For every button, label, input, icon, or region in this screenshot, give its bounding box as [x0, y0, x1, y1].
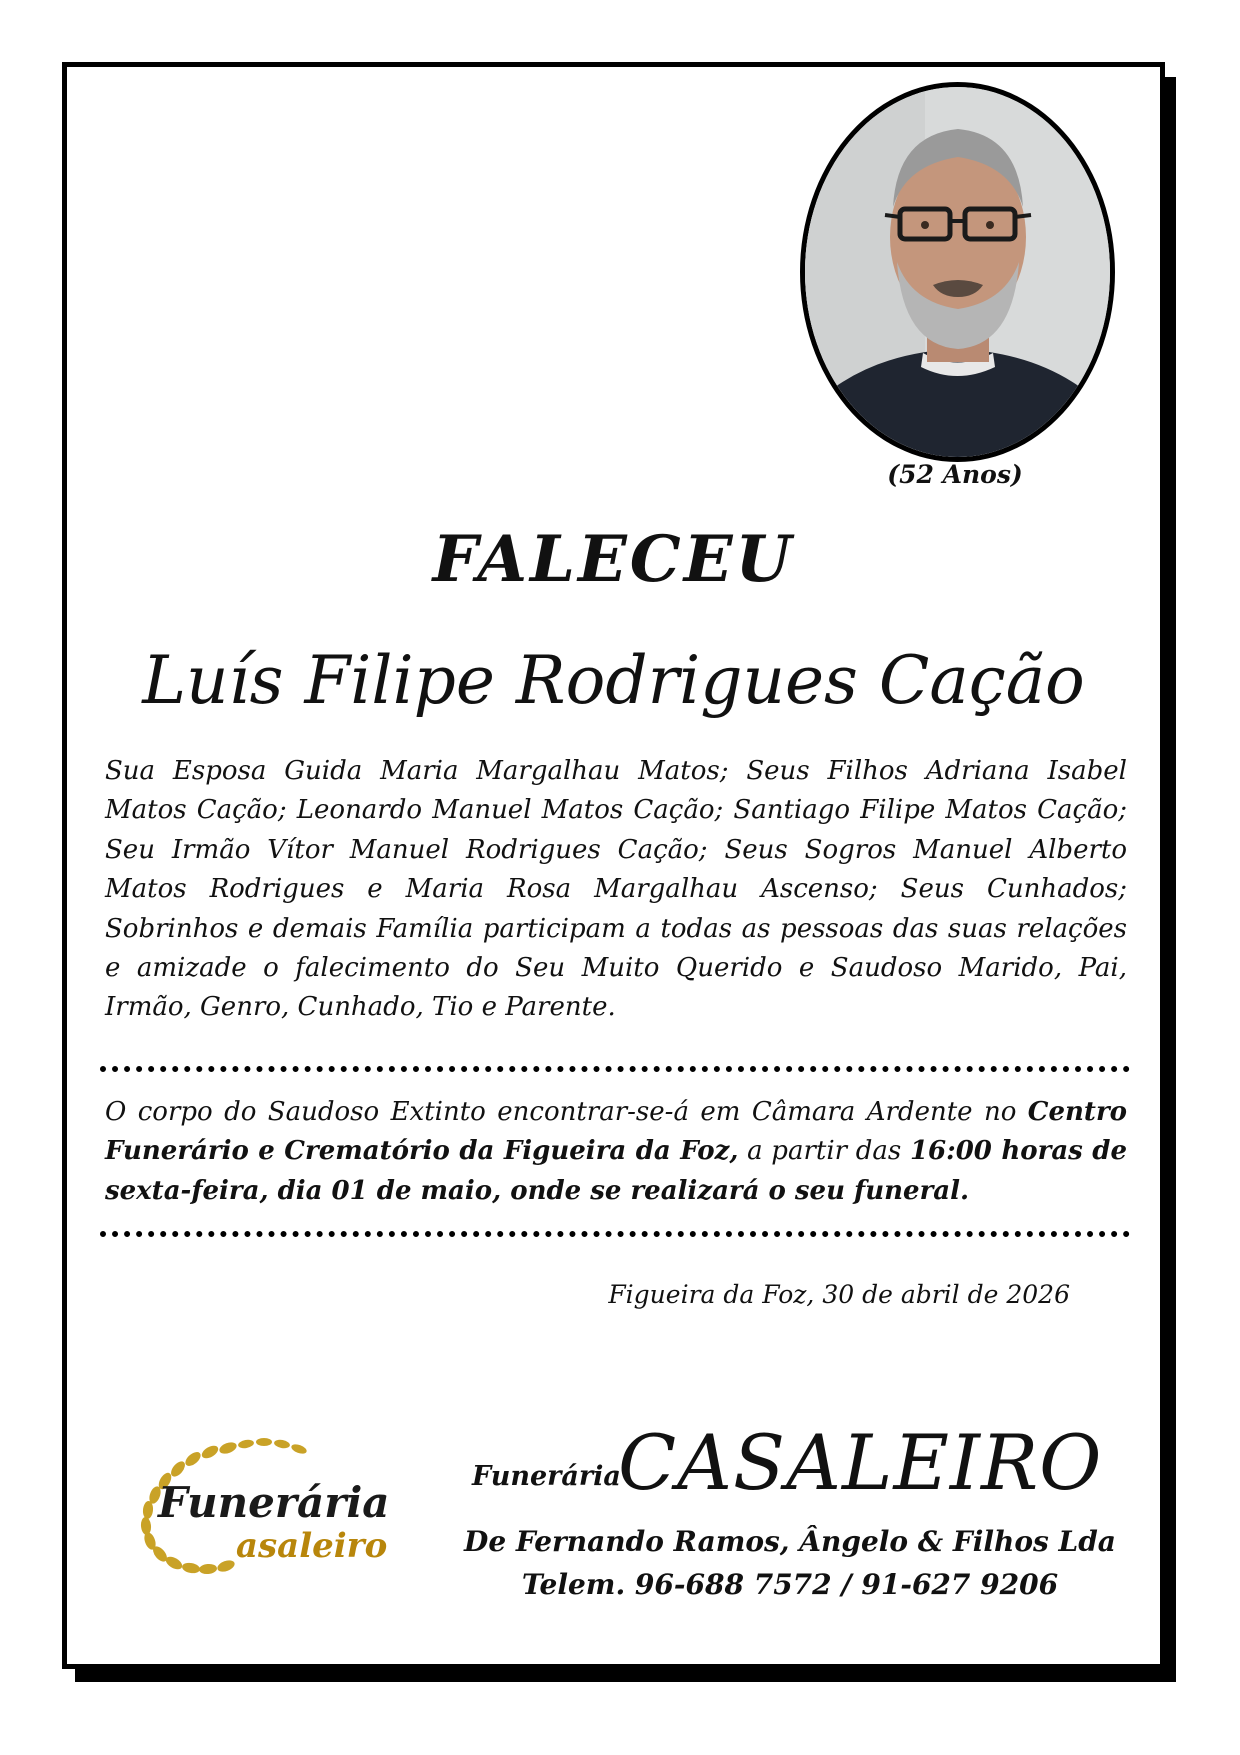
funeral-middle: a partir das	[738, 1136, 910, 1167]
portrait-photo	[800, 82, 1115, 462]
brand-name: CASALEIRO	[618, 1418, 1103, 1507]
funeral-location: Centro Funerário e Crematório da Figueira da Foz,	[105, 1097, 1127, 1167]
dateline: Figueira da Foz, 30 de abril de 2026	[608, 1280, 1070, 1309]
family-paragraph: Sua Esposa Guida Maria Margalhau Matos; Seus Filhos Adriana Isabel Matos Cação; Leonardo Manuel Matos Cação; Santiago Filipe Matos Cação; Seu Irmão Vítor Manuel Rodrigues Cação; Seus Sogros Manuel Alberto Matos Rodrigues e Maria Rosa Margalhau Ascenso; Seus Cunhados; Sobrinhos e demais Família participam a todas as pessoas das suas relações e amizade o falecimento do Seu Muito Querido e Saudoso Marido, Pai, Irmão, Genro, Cunhado, Tio e Parente.	[105, 756, 1127, 1023]
brand-prefix: Funerária	[472, 1461, 621, 1492]
funeral-paragraph	[105, 1093, 1127, 1211]
funeraria-logo	[118, 1432, 418, 1577]
age-label: (52 Anos)	[887, 460, 1023, 489]
logo-text-casaleiro: asaleiro	[236, 1526, 388, 1566]
notice-heading: FALECEU	[432, 522, 795, 597]
dotted-divider	[100, 1231, 1130, 1237]
brand-owners: De Fernando Ramos, Ângelo & Filhos Lda	[464, 1525, 1116, 1558]
funeral-schedule: 16:00 horas de sexta-feira, dia 01 de maio, onde se realizará o seu funeral.	[105, 1136, 1128, 1206]
brand-phones: Telem. 96-688 7572 / 91-627 9206	[521, 1568, 1059, 1601]
logo-text-funeraria: Funerária	[158, 1478, 390, 1527]
dotted-divider	[100, 1066, 1130, 1072]
funeral-intro: O corpo do Saudoso Extinto encontrar-se-á em Câmara Ardente no	[105, 1097, 1028, 1127]
deceased-name: Luís Filipe Rodrigues Cação	[142, 642, 1085, 719]
